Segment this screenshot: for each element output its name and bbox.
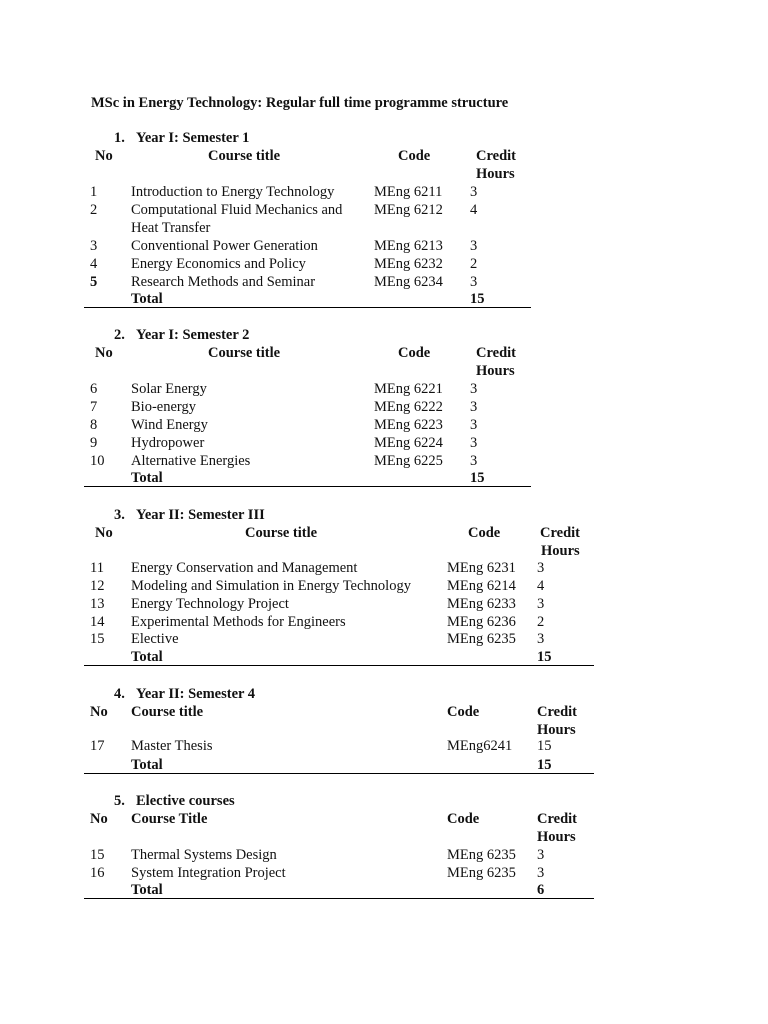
section-heading: [114, 326, 249, 344]
row-no: 10: [90, 453, 105, 469]
row-credit: 2: [537, 614, 545, 630]
col-no-header: No: [90, 704, 108, 720]
table-bottom-rule: [84, 898, 594, 899]
section-title: Year I: Semester 1: [136, 130, 250, 146]
row-title: Solar Energy: [131, 381, 207, 397]
section-number: 4.: [114, 686, 125, 702]
row-code: MEng 6211: [374, 184, 443, 200]
row-code: MEng 6234: [374, 274, 443, 290]
row-title: Master Thesis: [131, 738, 213, 754]
row-title: Bio-energy: [131, 399, 196, 415]
row-title: Conventional Power Generation: [131, 238, 318, 254]
row-credit: 3: [470, 417, 478, 433]
row-no: 2: [90, 202, 98, 218]
table-bottom-rule: [84, 773, 594, 774]
col-code-header: Code: [398, 345, 431, 361]
row-code: MEng 6235: [447, 847, 516, 863]
section-title: Year I: Semester 2: [136, 327, 250, 343]
row-code: MEng 6232: [374, 256, 443, 272]
row-code: MEng 6235: [447, 865, 516, 881]
section-title: Elective courses: [136, 793, 235, 809]
col-title-header: Course title: [245, 525, 318, 541]
col-credit-header: Credit: [476, 148, 517, 164]
col-no-header: No: [95, 345, 113, 361]
section-number: 2.: [114, 327, 125, 343]
row-title: Hydropower: [131, 435, 205, 451]
row-title: Modeling and Simulation in Energy Technology: [131, 578, 411, 594]
row-title: Experimental Methods for Engineers: [131, 614, 346, 630]
row-no: 9: [90, 435, 98, 451]
row-code: MEng 6214: [447, 578, 516, 594]
total-label: Total: [131, 757, 163, 773]
row-credit: 15: [537, 738, 552, 754]
col-credit-header: Credit: [476, 345, 517, 361]
col-hours-header: Hours: [541, 543, 580, 559]
total-label: Total: [131, 291, 163, 307]
row-no: 16: [90, 865, 105, 881]
row-title: Alternative Energies: [131, 453, 251, 469]
col-credit-header: Credit: [537, 704, 578, 720]
row-no: 4: [90, 256, 98, 272]
row-credit: 3: [470, 184, 478, 200]
table-bottom-rule: [84, 486, 531, 487]
row-no: 3: [90, 238, 98, 254]
row-credit: 2: [470, 256, 478, 272]
row-title: Computational Fluid Mechanics and: [131, 202, 343, 218]
row-code: MEng 6231: [447, 560, 516, 576]
col-title-header: Course Title: [131, 811, 208, 827]
col-hours-header: Hours: [537, 722, 576, 738]
col-code-header: Code: [398, 148, 431, 164]
table-bottom-rule: [84, 307, 531, 308]
total-value: 15: [537, 649, 552, 665]
row-no: 17: [90, 738, 105, 754]
row-title-cont: Heat Transfer: [131, 220, 211, 236]
total-value: 6: [537, 882, 545, 898]
col-code-header: Code: [468, 525, 501, 541]
total-value: 15: [470, 470, 485, 486]
total-label: Total: [131, 470, 163, 486]
row-no: 5: [90, 274, 98, 290]
col-no-header: No: [90, 811, 108, 827]
row-credit: 3: [470, 274, 478, 290]
row-credit: 3: [470, 435, 478, 451]
total-value: 15: [537, 757, 552, 773]
row-code: MEng 6222: [374, 399, 443, 415]
row-title: Energy Technology Project: [131, 596, 289, 612]
row-code: MEng 6224: [374, 435, 443, 451]
row-credit: 3: [470, 453, 478, 469]
col-title-header: Course title: [208, 148, 281, 164]
row-title: Energy Economics and Policy: [131, 256, 306, 272]
table-bottom-rule: [84, 665, 594, 666]
row-credit: 4: [537, 578, 545, 594]
row-credit: 4: [470, 202, 478, 218]
row-no: 8: [90, 417, 98, 433]
section-number: 5.: [114, 793, 125, 809]
col-title-header: Course title: [131, 704, 204, 720]
row-no: 12: [90, 578, 105, 594]
row-no: 15: [90, 631, 105, 647]
row-credit: 3: [537, 596, 545, 612]
section-heading: [114, 129, 249, 147]
row-code: MEng 6233: [447, 596, 516, 612]
row-title: System Integration Project: [131, 865, 286, 881]
row-code: MEng6241: [447, 738, 513, 754]
row-no: 1: [90, 184, 98, 200]
row-no: 14: [90, 614, 105, 630]
col-hours-header: Hours: [476, 363, 515, 379]
row-no: 15: [90, 847, 105, 863]
section-title: Year II: Semester 4: [136, 686, 256, 702]
row-title: Energy Conservation and Management: [131, 560, 358, 576]
row-code: MEng 6225: [374, 453, 443, 469]
total-value: 15: [470, 291, 485, 307]
row-title: Introduction to Energy Technology: [131, 184, 335, 200]
row-no: 11: [90, 560, 104, 576]
total-label: Total: [131, 649, 163, 665]
row-code: MEng 6221: [374, 381, 443, 397]
row-code: MEng 6236: [447, 614, 516, 630]
col-hours-header: Hours: [537, 829, 576, 845]
row-credit: 3: [470, 399, 478, 415]
row-credit: 3: [470, 381, 478, 397]
row-code: MEng 6235: [447, 631, 516, 647]
document-title: MSc in Energy Technology: Regular full time programme structure: [91, 95, 509, 111]
section-number: 1.: [114, 130, 125, 146]
row-code: MEng 6212: [374, 202, 443, 218]
col-credit-header: Credit: [537, 811, 578, 827]
col-credit-header: Credit: [540, 525, 581, 541]
section-number: 3.: [114, 507, 125, 523]
col-code-header: Code: [447, 704, 480, 720]
row-credit: 3: [470, 238, 478, 254]
row-code: MEng 6213: [374, 238, 443, 254]
row-no: 6: [90, 381, 98, 397]
section-heading: [114, 792, 235, 810]
row-credit: 3: [537, 847, 545, 863]
section-heading: [114, 506, 265, 524]
section-title: Year II: Semester III: [136, 507, 265, 523]
row-title: Elective: [131, 631, 179, 647]
row-title: Research Methods and Seminar: [131, 274, 316, 290]
row-no: 13: [90, 596, 105, 612]
row-title: Thermal Systems Design: [131, 847, 277, 863]
col-no-header: No: [95, 148, 113, 164]
col-title-header: Course title: [208, 345, 281, 361]
row-code: MEng 6223: [374, 417, 443, 433]
col-no-header: No: [95, 525, 113, 541]
row-no: 7: [90, 399, 98, 415]
total-label: Total: [131, 882, 163, 898]
col-hours-header: Hours: [476, 166, 515, 182]
col-code-header: Code: [447, 811, 480, 827]
row-credit: 3: [537, 865, 545, 881]
row-credit: 3: [537, 631, 545, 647]
row-credit: 3: [537, 560, 545, 576]
row-title: Wind Energy: [131, 417, 208, 433]
section-heading: [114, 685, 255, 703]
